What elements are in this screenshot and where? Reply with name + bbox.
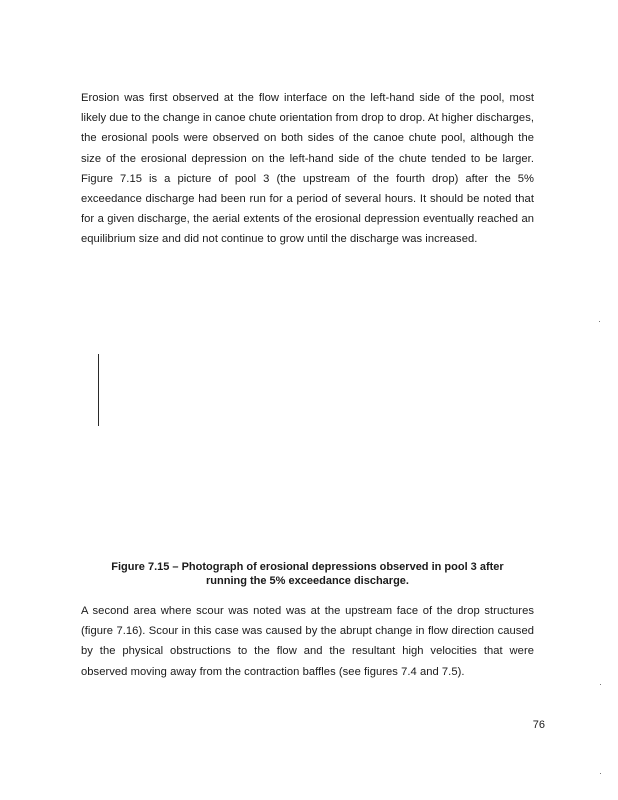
figure-caption-line-1: Figure 7.15 – Photograph of erosional depressions observed in pool 3 after <box>111 561 504 573</box>
page-number: 76 <box>532 719 545 731</box>
figure-photo <box>98 300 538 550</box>
photo-edge-line <box>98 354 99 426</box>
figure-caption-line-2: running the 5% exceedance discharge. <box>206 574 409 587</box>
scan-speck <box>600 684 601 685</box>
body-paragraph-erosion: Erosion was first observed at the flow interface on the left-hand side of the pool, most likely due to the change in canoe chute orientation from drop to drop. At higher discharges, the erosional pools were observed on both sides of the canoe chute pool, although the size of the erosional depression on the left-hand side of the chute tended to be larger. Figure 7.15 is a picture of pool 3 (the upstream of the fourth drop) after the 5% exceedance discharge had been run for a period of several hours. It should be noted that for a given discharge, the aerial extents of the erosional depression eventually reached an equilibrium size and did not continue to grow until the discharge was increased. <box>81 92 534 246</box>
scan-speck <box>600 773 601 774</box>
scan-speck <box>599 321 600 322</box>
figure-caption <box>81 561 534 588</box>
body-paragraph-scour: A second area where scour was noted was at the upstream face of the drop structures (figure 7.16). Scour in this case was caused by the abrupt change in flow direction caused by the physical obstructions to the flow and the resultant high velocities that were observed moving away from the contraction baffles (see figures 7.4 and 7.5). <box>81 605 534 678</box>
